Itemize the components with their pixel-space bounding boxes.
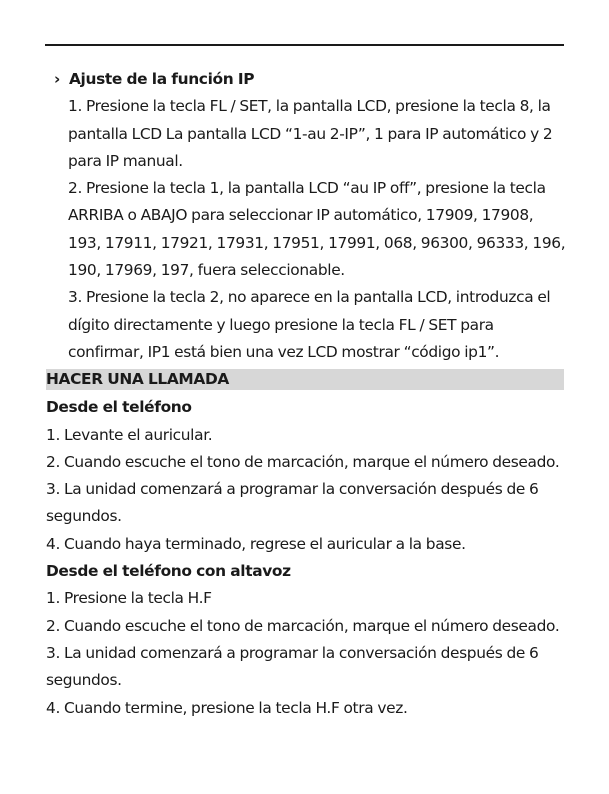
speaker-step: 1. Presione la tecla H.F [46, 589, 212, 608]
ip-line: 193, 17911, 17921, 17931, 17951, 17991, 068, 96300, 96333, 196, [68, 233, 566, 252]
ip-section-title: Ajuste de la función IP [69, 70, 255, 88]
phone-step: 4. Cuando haya terminado, regrese el auricular a la base. [46, 534, 466, 553]
ip-line: 190, 17969, 197, fuera seleccionable. [68, 261, 345, 280]
phone-step: 3. La unidad comenzará a programar la conversación después de 6 [46, 480, 539, 499]
speaker-subheading: Desde el teléfono con altavoz [46, 562, 291, 581]
top-divider [45, 44, 564, 46]
phone-step: 2. Cuando escuche el tono de marcación, marque el número deseado. [46, 452, 560, 471]
speaker-step: 2. Cuando escuche el tono de marcación, marque el número deseado. [46, 616, 560, 635]
ip-line: 1. Presione la tecla FL / SET, la pantalla LCD, presione la tecla 8, la [68, 97, 551, 116]
ip-line: 3. Presione la tecla 2, no aparece en la pantalla LCD, introduzca el [68, 288, 551, 307]
call-section-header: HACER UNA LLAMADA [46, 369, 564, 390]
page-content [46, 66, 566, 722]
chevron-right-icon: › [54, 70, 60, 88]
ip-line: pantalla LCD La pantalla LCD “1-au 2-IP”, 1 para IP automático y 2 [68, 124, 553, 143]
speaker-step: segundos. [46, 671, 122, 690]
phone-step: segundos. [46, 507, 122, 526]
ip-line: 2. Presione la tecla 1, la pantalla LCD “au IP off”, presione la tecla [68, 179, 546, 198]
ip-section-heading [46, 66, 566, 93]
ip-line: dígito directamente y luego presione la tecla FL / SET para [68, 315, 494, 334]
ip-line: confirmar, IP1 está bien una vez LCD mostrar “código ip1”. [68, 342, 500, 361]
ip-line: ARRIBA o ABAJO para seleccionar IP automático, 17909, 17908, [68, 206, 534, 225]
phone-step: 1. Levante el auricular. [46, 425, 213, 444]
speaker-step: 3. La unidad comenzará a programar la conversación después de 6 [46, 643, 539, 662]
speaker-step: 4. Cuando termine, presione la tecla H.F otra vez. [46, 698, 408, 717]
ip-line: para IP manual. [68, 151, 183, 170]
phone-subheading: Desde el teléfono [46, 398, 192, 417]
